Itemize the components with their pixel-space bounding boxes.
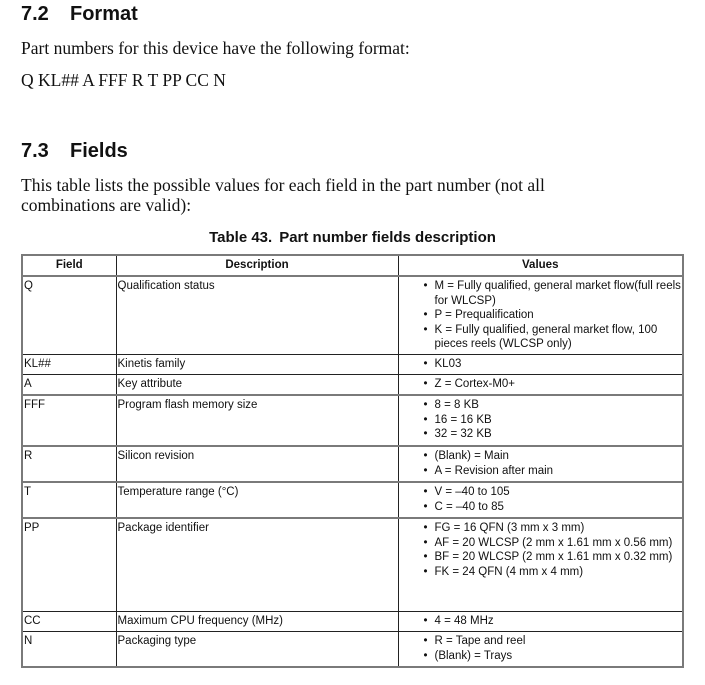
value-item <box>424 649 682 664</box>
section-number: 7.3 <box>21 140 49 162</box>
value-text: Z = Cortex-M0+ <box>434 378 516 390</box>
values-cell <box>398 482 683 518</box>
bullet-icon: • <box>423 358 428 370</box>
bullet-icon: • <box>423 323 428 336</box>
value-item <box>424 279 682 308</box>
field-cell: CC <box>22 612 116 632</box>
values-cell <box>398 612 683 632</box>
values-list <box>400 279 682 352</box>
value-item <box>424 500 682 515</box>
description-cell: Silicon revision <box>116 446 398 482</box>
values-cell <box>398 518 683 612</box>
bullet-icon: • <box>423 551 428 563</box>
values-list <box>400 614 682 629</box>
section-title: Format <box>70 3 138 25</box>
section-heading-fields <box>21 140 128 163</box>
bullet-icon: • <box>423 450 428 462</box>
value-item <box>424 464 682 479</box>
bullet-icon: • <box>423 522 428 534</box>
table-header-row <box>22 255 683 276</box>
value-text: R = Tape and reel <box>434 635 526 647</box>
bullet-icon: • <box>423 378 428 390</box>
format-intro: Part numbers for this device have the following format: <box>21 38 410 58</box>
value-item <box>424 550 682 565</box>
value-item <box>424 398 682 413</box>
field-cell: R <box>22 446 116 482</box>
values-list <box>400 357 682 372</box>
value-text: KL03 <box>434 358 462 370</box>
section-number: 7.2 <box>21 3 49 25</box>
value-text: 32 = 32 KB <box>434 428 492 440</box>
table-caption-title: Part number fields description <box>279 229 496 246</box>
value-text: FK = 24 QFN (4 mm x 4 mm) <box>434 565 584 578</box>
value-text: A = Revision after main <box>434 464 554 477</box>
values-list <box>400 634 682 663</box>
value-item <box>424 521 682 536</box>
header-field: Field <box>22 255 116 276</box>
bullet-icon: • <box>423 649 428 662</box>
value-text: C = –40 to 85 <box>434 500 504 513</box>
values-cell <box>398 632 683 668</box>
bullet-icon: • <box>423 413 428 426</box>
bullet-icon: • <box>423 428 428 440</box>
values-cell <box>398 446 683 482</box>
section-title: Fields <box>70 140 128 162</box>
bullet-icon: • <box>423 399 428 411</box>
value-item <box>424 427 682 442</box>
table-row <box>22 482 683 518</box>
bullet-icon: • <box>423 500 428 513</box>
section-heading-format <box>21 3 138 26</box>
description-cell: Maximum CPU frequency (MHz) <box>116 612 398 632</box>
value-text: 8 = 8 KB <box>434 399 479 411</box>
values-cell <box>398 355 683 375</box>
table-row <box>22 276 683 355</box>
description-cell: Kinetis family <box>116 355 398 375</box>
table-row <box>22 612 683 632</box>
value-text: K = Fully qualified, general market flow, 100 pieces reels (WLCSP only) <box>434 323 658 350</box>
field-cell: FFF <box>22 395 116 446</box>
value-item <box>424 308 682 323</box>
value-text: AF = 20 WLCSP (2 mm x 1.61 mm x 0.56 mm) <box>434 536 673 549</box>
field-cell: PP <box>22 518 116 612</box>
value-item <box>424 357 682 372</box>
value-text: P = Prequalification <box>434 309 534 321</box>
value-text: (Blank) = Main <box>434 450 509 462</box>
bullet-icon: • <box>423 536 428 549</box>
description-cell: Key attribute <box>116 375 398 396</box>
table-row <box>22 395 683 446</box>
table-row <box>22 518 683 612</box>
header-values: Values <box>398 255 683 276</box>
description-cell: Package identifier <box>116 518 398 612</box>
description-cell: Program flash memory size <box>116 395 398 446</box>
bullet-icon: • <box>423 464 428 477</box>
values-list <box>400 449 682 478</box>
value-item <box>424 634 682 649</box>
values-list <box>400 485 682 514</box>
field-cell: A <box>22 375 116 396</box>
bullet-icon: • <box>423 486 428 498</box>
value-text: M = Fully qualified, general market flow(full reels for WLCSP) <box>434 280 681 307</box>
value-item <box>424 485 682 500</box>
value-item <box>424 614 682 629</box>
value-item <box>424 377 682 392</box>
value-item <box>424 323 682 352</box>
values-list <box>400 377 682 392</box>
field-cell: T <box>22 482 116 518</box>
value-item <box>424 413 682 428</box>
value-text: (Blank) = Trays <box>434 649 513 662</box>
values-cell <box>398 276 683 355</box>
part-number-format: Q KL## A FFF R T PP CC N <box>21 70 226 90</box>
field-cell: N <box>22 632 116 668</box>
value-text: 16 = 16 KB <box>434 413 492 426</box>
table-caption <box>0 229 705 246</box>
table-caption-number: Table 43. <box>209 229 273 246</box>
bullet-icon: • <box>423 615 428 627</box>
table-row <box>22 355 683 375</box>
bullet-icon: • <box>423 280 428 292</box>
description-cell: Temperature range (°C) <box>116 482 398 518</box>
values-cell <box>398 375 683 396</box>
values-list <box>400 521 682 579</box>
fields-intro: This table lists the possible values for each field in the part number (not all combinations are valid): <box>21 175 545 215</box>
table-row <box>22 446 683 482</box>
value-item <box>424 449 682 464</box>
table-row <box>22 632 683 668</box>
bullet-icon: • <box>423 309 428 321</box>
bullet-icon: • <box>423 565 428 578</box>
part-number-fields-table <box>21 254 684 668</box>
description-cell: Packaging type <box>116 632 398 668</box>
bullet-icon: • <box>423 635 428 647</box>
description-cell: Qualification status <box>116 276 398 355</box>
value-text: BF = 20 WLCSP (2 mm x 1.61 mm x 0.32 mm) <box>434 551 673 563</box>
header-description: Description <box>116 255 398 276</box>
value-text: 4 = 48 MHz <box>434 615 494 627</box>
field-cell: KL## <box>22 355 116 375</box>
value-item <box>424 536 682 551</box>
values-list <box>400 398 682 442</box>
values-cell <box>398 395 683 446</box>
value-text: FG = 16 QFN (3 mm x 3 mm) <box>434 522 585 534</box>
value-text: V = –40 to 105 <box>434 486 510 498</box>
value-item <box>424 565 682 580</box>
field-cell: Q <box>22 276 116 355</box>
table-row <box>22 375 683 396</box>
